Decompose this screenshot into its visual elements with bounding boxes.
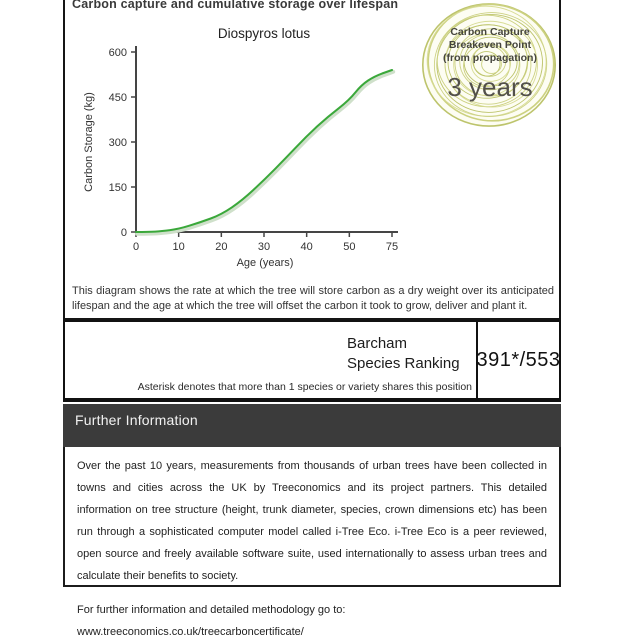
badge-title-line1: Carbon Capture xyxy=(450,26,530,38)
svg-text:0: 0 xyxy=(120,227,127,239)
y-axis-label: Carbon Storage (kg) xyxy=(83,92,95,192)
further-information-heading: Further Information xyxy=(75,412,198,428)
svg-text:30: 30 xyxy=(257,241,271,253)
species-ranking-section xyxy=(63,320,561,402)
breakeven-badge xyxy=(420,0,560,130)
ranking-org: Barcham xyxy=(347,335,408,352)
chart-caption: This diagram shows the rate at which the tree will store carbon as a dry weight over its anticipated lifespan and the age at which the tree will offset the carbon it took to grow, deliver and plant it. xyxy=(72,285,554,312)
further-information-footer: For further information and detailed methodology go to: www.treeconomics.co.uk/treecarboncertificate/ xyxy=(77,604,346,638)
further-information-body xyxy=(63,447,561,638)
svg-text:10: 10 xyxy=(172,241,185,253)
svg-text:150: 150 xyxy=(108,182,127,194)
tree-rings-icon xyxy=(420,0,560,130)
ranking-label: Species Ranking xyxy=(347,355,460,372)
breakeven-years-value: 3 years xyxy=(447,72,533,102)
svg-text:450: 450 xyxy=(108,92,127,104)
further-information-header xyxy=(63,404,561,447)
x-axis-label: Age (years) xyxy=(236,257,294,269)
svg-text:50: 50 xyxy=(343,241,356,253)
svg-text:40: 40 xyxy=(300,241,313,253)
ranking-org-block xyxy=(347,334,460,374)
further-information-paragraph: Over the past 10 years, measurements from thousands of urban trees have been collected in towns and cities across the UK by Treeconomics and its project partners. This detailed information on tree structure (height, trunk diameter, species, crown dimensions etc) has been run through a sophisticated computer model called i-Tree Eco. i-Tree Eco is a peer reviewed, open source and freely available software suite, used internationally to assess urban trees and calculate their benefits to society. xyxy=(77,460,547,582)
badge-title-line2: Breakeven Point xyxy=(448,39,532,51)
page-title: Carbon capture and cumulative storage over lifespan xyxy=(72,0,399,11)
svg-text:600: 600 xyxy=(108,47,127,59)
ranking-value: 391*/553 xyxy=(476,348,561,371)
ranking-label-cell xyxy=(65,322,478,398)
svg-text:75: 75 xyxy=(385,241,399,253)
chart-title: Diospyros lotus xyxy=(217,26,311,41)
ranking-asterisk-note: Asterisk denotes that more than 1 species or variety shares this position xyxy=(137,381,472,393)
svg-text:300: 300 xyxy=(108,137,127,149)
svg-text:20: 20 xyxy=(215,241,228,253)
badge-title-line3: (from propagation) xyxy=(443,52,537,64)
svg-text:0: 0 xyxy=(132,241,140,253)
